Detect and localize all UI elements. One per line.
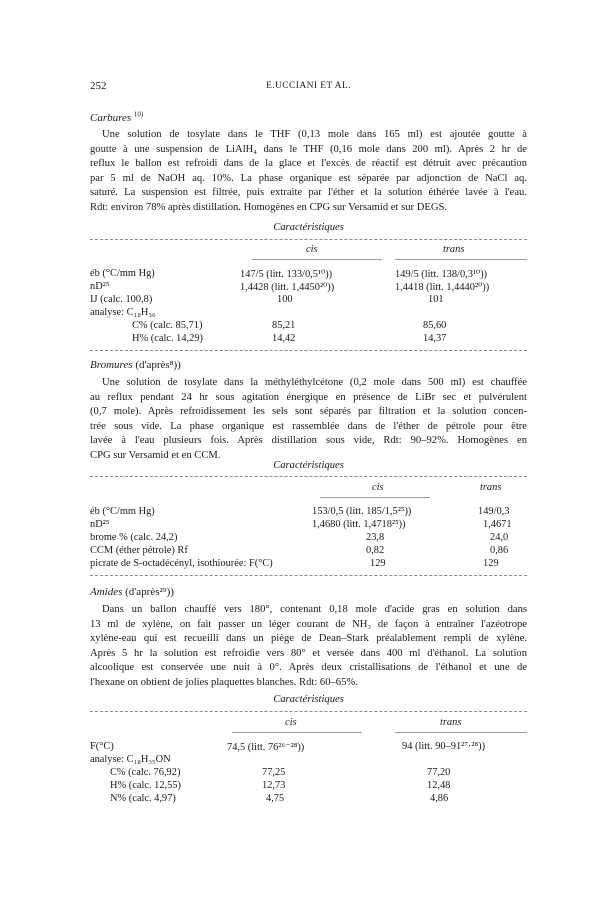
section-title-bromures: Bromures (d'après⁸)) (90, 359, 181, 371)
col-header-cis: cis (372, 482, 384, 493)
col-rule (395, 732, 527, 733)
section-title-amides: Amides (d'après²⁹)) (90, 586, 174, 598)
table-caption-bromures: Caractéristiques (273, 460, 344, 471)
page-number: 252 (90, 80, 107, 92)
table-row: CCM (éther pétrole) Rf 0,82 0,86 (90, 545, 509, 556)
table-rule (90, 476, 527, 477)
table-row: éb (°C/mm Hg) 147/5 (litt. 133/0,5¹⁰)) 149/5 (litt. 138/0,3¹⁰)) (90, 268, 488, 280)
col-rule (232, 732, 362, 733)
page-header (90, 80, 527, 94)
table-row: analyse: C₁₈H₃₅ON (90, 754, 171, 765)
table-row: IJ (calc. 100,8) 100 101 (90, 294, 444, 305)
col-header-trans: trans (443, 244, 465, 255)
paragraph-carbures: Une solution de tosylate dans le THF (0,13 mole dans 165 ml) est ajoutée goutte à goutte à une suspension de LiAlH₄ dans le THF (0,16 mole dans 200 ml). Après 2 hr de reflux le ballon est refroidi dans de la glace et l'excès de réactif est détruit avec précaution par 5 ml de NaOH aq. 10%. La phase organique est séparée par adjonction de NaCl aq. saturé. La suspension est filtrée, puis extraite par l'éther et la solution éthérée lavée à l'eau. Rdt: environ 78% après distillation. Homogènes en CPG sur Versamid et sur DEGS. (90, 129, 527, 213)
table-row: analyse: C₁₈H₃₆ (90, 307, 156, 318)
table-rule (90, 350, 527, 351)
col-rule (252, 259, 382, 260)
table-rule (90, 575, 527, 576)
table-row: F(°C) 74,5 (litt. 76²⁶⁻²⁸)) 94 (litt. 90–91²⁷·²⁸)) (90, 741, 486, 753)
table-rule (90, 239, 527, 240)
table-row: C% (calc. 76,92) 77,25 77,20 (110, 767, 451, 778)
paragraph-bromures: Une solution de tosylate dans la méthyléthylcétone (0,2 mole dans 500 ml) est chauffée au reflux pendant 24 hr sous agitation énergique en présence de LiBr sec et pulvérulent (0,7 mole). Après refroidissement les sels sont séparés par filtration et la solution concen- trée sous vide. La phase organique est rassemblée dans de l'éther de pétrole pour être lavée à l'eau plusieurs fois. Après distillation sous vide, Rdt: 90–92%. Homogènes en CPG sur Versamid et en CCM. (90, 377, 527, 461)
table-row: éb (°C/mm Hg) 153/0,5 (litt. 185/1,5²⁵)) 149/0,3 (90, 506, 510, 517)
section-title-carbures: Carbures $^{10)}$ (90, 110, 144, 124)
table-caption-amides: Caractéristiques (273, 694, 344, 705)
table-caption-carbures: Caractéristiques (273, 222, 344, 233)
col-rule (395, 259, 527, 260)
table-row: nD²⁵ 1,4428 (litt. 1,4450²⁰)) 1,4418 (litt. 1,4440²⁰)) (90, 281, 490, 293)
table-row: brome % (calc. 24,2) 23,8 24,0 (90, 532, 509, 543)
table-row: C% (calc. 85,71) 85,21 85,60 (132, 320, 447, 331)
paragraph-amides: Dans un ballon chauffé vers 180°, contenant 0,18 mole d'acide gras en solution dans 13 ml de xylène, on fait passer un léger courant de NH₃ de façon à entraîner l'azéotrope xylène-eau qui est recueilli dans un piège de Dean–Stark préalablement rempli de xylène. Après 5 hr la solution est refroidie vers 80° et versée dans 400 ml d'éthanol. La solution alcoolique est conservée une nuit à 0°. Après deux cristallisations de l'éthanol et une de l'hexane on obtient de jolies plaquettes blanches. Rdt: 60–65%. (90, 604, 527, 688)
table-row: H% (calc. 14,29) 14,42 14,37 (132, 333, 447, 344)
col-header-cis: cis (285, 717, 297, 728)
col-header-trans: trans (440, 717, 462, 728)
col-rule (320, 497, 430, 498)
table-row: nD²⁵ 1,4680 (litt. 1,4718²⁵)) 1,4671 (90, 519, 512, 530)
running-title: E.UCCIANI ET AL. (266, 81, 351, 91)
col-header-cis: cis (306, 244, 318, 255)
table-rule (90, 711, 527, 712)
table-row: N% (calc. 4,97) 4,75 4,86 (110, 793, 449, 804)
table-row: picrate de S-octadécényl, isothiourée: F(°C) 129 129 (90, 558, 499, 569)
col-header-trans: trans (480, 482, 502, 493)
table-row: H% (calc. 12,55) 12,73 12,48 (110, 780, 451, 791)
